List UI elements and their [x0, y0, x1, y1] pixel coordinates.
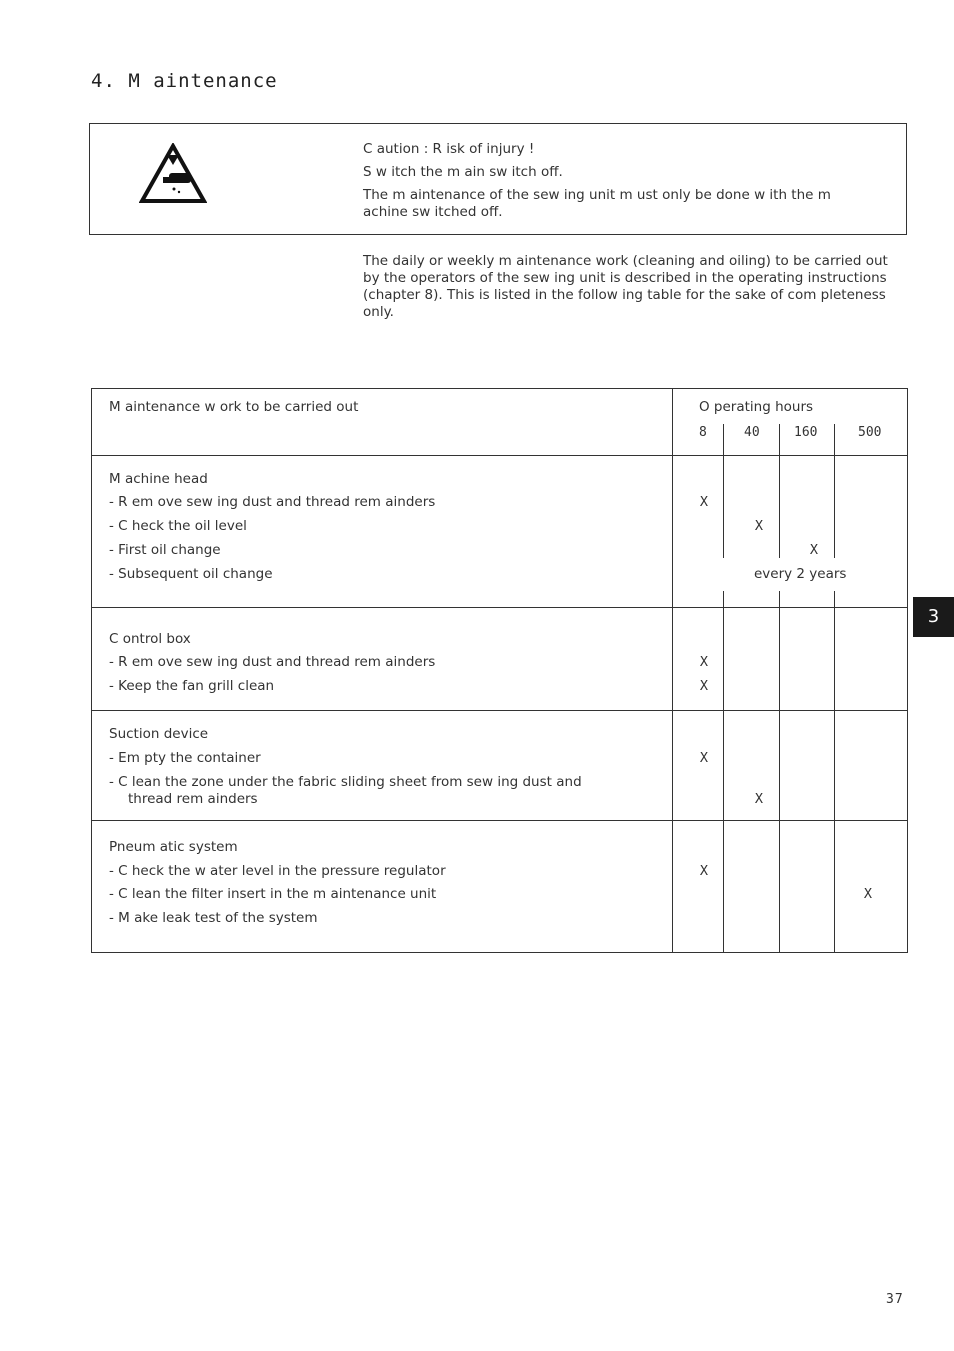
list-item: - R em ove sew ing dust and thread rem ainders — [109, 654, 436, 670]
table-column-divider — [779, 424, 780, 558]
section-title: M achine head — [109, 471, 208, 487]
chapter-title: 4. M aintenance — [91, 70, 278, 92]
list-item: - C lean the zone under the fabric sliding sheet from sew ing dust and — [109, 774, 582, 790]
table-rule — [92, 455, 907, 456]
mark: X — [699, 654, 709, 670]
list-item: - First oil change — [109, 542, 221, 558]
list-item: - C heck the w ater level in the pressure regulator — [109, 863, 446, 879]
list-item: - Keep the fan grill clean — [109, 678, 275, 694]
section-title: Pneum atic system — [109, 839, 238, 855]
hand-injury-warning-icon — [139, 143, 207, 205]
table-column-divider — [723, 591, 724, 953]
mark: X — [754, 791, 764, 807]
table-column-divider — [672, 389, 673, 953]
interval-note: every 2 years — [754, 566, 847, 582]
header-work: M aintenance w ork to be carried out — [109, 399, 359, 415]
mark: X — [699, 678, 709, 694]
mark: X — [863, 886, 873, 902]
maintenance-table — [91, 388, 908, 953]
mark: X — [699, 750, 709, 766]
mark: X — [754, 518, 764, 534]
caution-switch-off: S w itch the m ain sw itch off. — [363, 164, 563, 180]
section-title: Suction device — [109, 726, 209, 742]
table-column-divider — [723, 424, 724, 558]
table-rule — [92, 607, 907, 608]
page-number: 37 — [886, 1292, 904, 1307]
hours-500: 500 — [858, 425, 882, 440]
list-item: - M ake leak test of the system — [109, 910, 318, 926]
hours-40: 40 — [744, 425, 760, 440]
hours-160: 160 — [794, 425, 818, 440]
list-item-continuation: thread rem ainders — [128, 791, 258, 807]
table-column-divider — [834, 591, 835, 953]
hours-8: 8 — [699, 425, 707, 440]
list-item: - Subsequent oil change — [109, 566, 273, 582]
header-hours: O perating hours — [699, 399, 814, 415]
intro-paragraph: The daily or weekly m aintenance work (cleaning and oiling) to be carried out by the operators of the sew ing unit is described in the operating instructions (chapter 8). This is listed in the follow ing table for the sake of com pleteness only. — [363, 253, 888, 320]
table-rule — [92, 820, 907, 821]
mark: X — [809, 542, 819, 558]
caution-text — [363, 141, 863, 227]
mark: X — [699, 494, 709, 510]
list-item: - Em pty the container — [109, 750, 261, 766]
list-item: - C lean the filter insert in the m aintenance unit — [109, 886, 437, 902]
section-title: C ontrol box — [109, 631, 191, 647]
list-item: - R em ove sew ing dust and thread rem ainders — [109, 494, 436, 510]
mark: X — [699, 863, 709, 879]
chapter-side-tab: 3 — [913, 597, 954, 637]
list-item: - C heck the oil level — [109, 518, 247, 534]
table-rule — [92, 710, 907, 711]
table-column-divider — [779, 591, 780, 953]
caution-note: The m aintenance of the sew ing unit m ust only be done w ith the m achine sw itched off. — [363, 187, 831, 220]
table-column-divider — [834, 424, 835, 558]
caution-heading: C aution : R isk of injury ! — [363, 141, 535, 157]
